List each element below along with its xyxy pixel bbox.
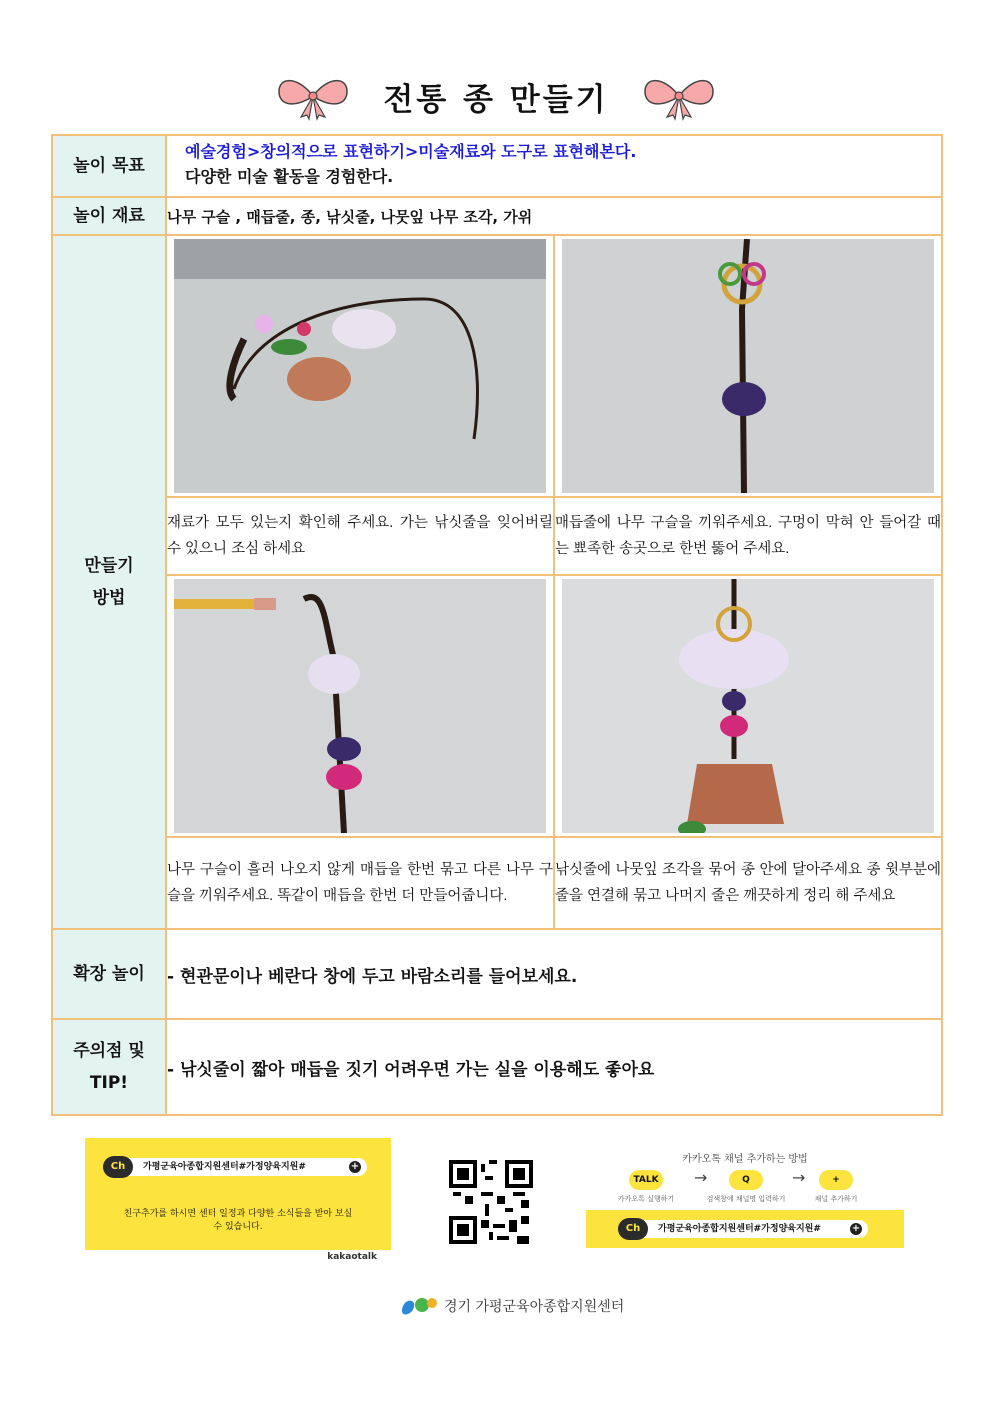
method-photo-row-2 — [52, 575, 942, 837]
channel-card-text — [105, 1208, 371, 1234]
title-row — [0, 66, 992, 126]
activity-table — [51, 134, 943, 1116]
bead-string-photo-image — [562, 239, 934, 493]
center-name: 경기 가평군육아종합지원센터 — [444, 1299, 625, 1315]
finished-bell-photo-image — [562, 579, 934, 833]
step-4-caption: 낚싯줄에 나뭇잎 조각을 묶어 종 안에 달아주세요 종 윗부분에 줄을 연결해 묶고 나머지 줄은 깨끗하게 정리 해 주세요 — [554, 837, 942, 929]
extension-label: 확장 놀이 — [52, 929, 166, 1019]
talk-icon: TALK — [629, 1170, 663, 1190]
channel-badge-icon: Ch — [103, 1156, 133, 1178]
caution-label-line-2: TIP! — [89, 1073, 129, 1093]
method-label-line-1: 만들기 — [84, 556, 134, 576]
howto-step-2-label: 검색창에 채널명 입력하기 — [706, 1195, 786, 1203]
kakao-channel-card[interactable] — [85, 1138, 391, 1264]
step-1-photo — [166, 235, 554, 497]
kakaotalk-logo: kakaotalk — [327, 1252, 377, 1262]
howto-step-3 — [796, 1170, 876, 1204]
ribbon-bow-left-icon — [273, 71, 353, 121]
goal-row — [52, 135, 942, 197]
step-2-caption: 매듭줄에 나무 구슬을 끼워주세요. 구멍이 막혀 안 들어갈 때는 뾰족한 송곳으로 한번 뚫어 주세요. — [554, 497, 942, 575]
extension-text: - 현관문이나 베란다 창에 두고 바람소리를 들어보세요. — [166, 929, 942, 1019]
method-photo-row-1 — [52, 235, 942, 497]
method-caption-row-1 — [52, 497, 942, 575]
howto-step-3-label: 채널 추가하기 — [814, 1195, 858, 1203]
caution-label-line-1: 주의점 및 — [73, 1041, 145, 1061]
method-caption-row-2 — [52, 837, 942, 929]
channel-card-text-line-1: 친구추가를 하시면 센터 일정과 다양한 소식들을 받아 보실 — [123, 1209, 353, 1219]
step-3-photo — [166, 575, 554, 837]
kakao-howto-card — [586, 1138, 904, 1248]
materials-label: 놀이 재료 — [52, 197, 166, 235]
add-channel-icon[interactable]: + — [350, 1161, 360, 1172]
howto-channel-bar[interactable] — [586, 1210, 904, 1248]
materials-photo-image — [174, 239, 546, 493]
plus-icon: + — [819, 1170, 853, 1190]
step-3-caption: 나무 구슬이 흘러 나오지 않게 매듭을 한번 묶고 다른 나무 구슬을 끼워주세요. 똑같이 매듭을 한번 더 만들어줍니다. — [166, 837, 554, 929]
arrow-right-icon: → — [792, 1168, 806, 1187]
knot-beads-photo-image — [174, 579, 546, 833]
channel-card-text-line-2: 수 있습니다. — [213, 1222, 263, 1232]
method-label — [52, 235, 166, 929]
center-logo-icon — [398, 1293, 438, 1319]
howto-channel-pill[interactable] — [622, 1220, 868, 1238]
extension-row — [52, 929, 942, 1019]
howto-channel-name: 가평군육아종합지원센터#가정양육지원# — [658, 1224, 821, 1234]
search-icon: Q — [729, 1170, 763, 1190]
qr-code-icon[interactable] — [449, 1160, 533, 1244]
step-1-caption: 재료가 모두 있는지 확인해 주세요. 가는 낚싯줄을 잊어버릴 수 있으니 조심 하세요 — [166, 497, 554, 575]
caution-text: - 낚싯줄이 짧아 매듭을 짓기 어려우면 가는 실을 이용해도 좋아요 — [166, 1019, 942, 1115]
howto-step-1 — [606, 1170, 686, 1204]
howto-step-1-label: 카카오톡 실행하기 — [617, 1195, 675, 1203]
method-label-line-2: 방법 — [92, 588, 126, 608]
kakao-strip — [85, 1250, 391, 1264]
caution-row — [52, 1019, 942, 1115]
goal-line-2: 다양한 미술 활동을 경험한다. — [185, 167, 394, 186]
arrow-right-icon: → — [694, 1168, 708, 1187]
channel-pill[interactable] — [107, 1158, 367, 1176]
materials-text: 나무 구슬 , 매듭줄, 종, 낚싯줄, 나뭇잎 나무 조각, 가위 — [166, 197, 942, 235]
channel-badge-icon: Ch — [618, 1218, 648, 1240]
ribbon-bow-right-icon — [639, 71, 719, 121]
goal-label: 놀이 목표 — [52, 135, 166, 197]
goal-line-1: 예술경험>창의적으로 표현하기>미술재료와 도구로 표현해본다. — [185, 142, 637, 161]
materials-row — [52, 197, 942, 235]
step-4-photo — [554, 575, 942, 837]
page-title: 전통 종 만들기 — [383, 81, 609, 118]
howto-title: 카카오톡 채널 추가하는 방법 — [682, 1154, 808, 1165]
channel-name: 가평군육아종합지원센터#가정양육지원# — [143, 1162, 306, 1172]
step-2-photo — [554, 235, 942, 497]
center-logo — [398, 1292, 624, 1320]
caution-label — [52, 1019, 166, 1115]
howto-step-2 — [706, 1170, 786, 1204]
add-channel-icon[interactable]: + — [851, 1223, 861, 1234]
